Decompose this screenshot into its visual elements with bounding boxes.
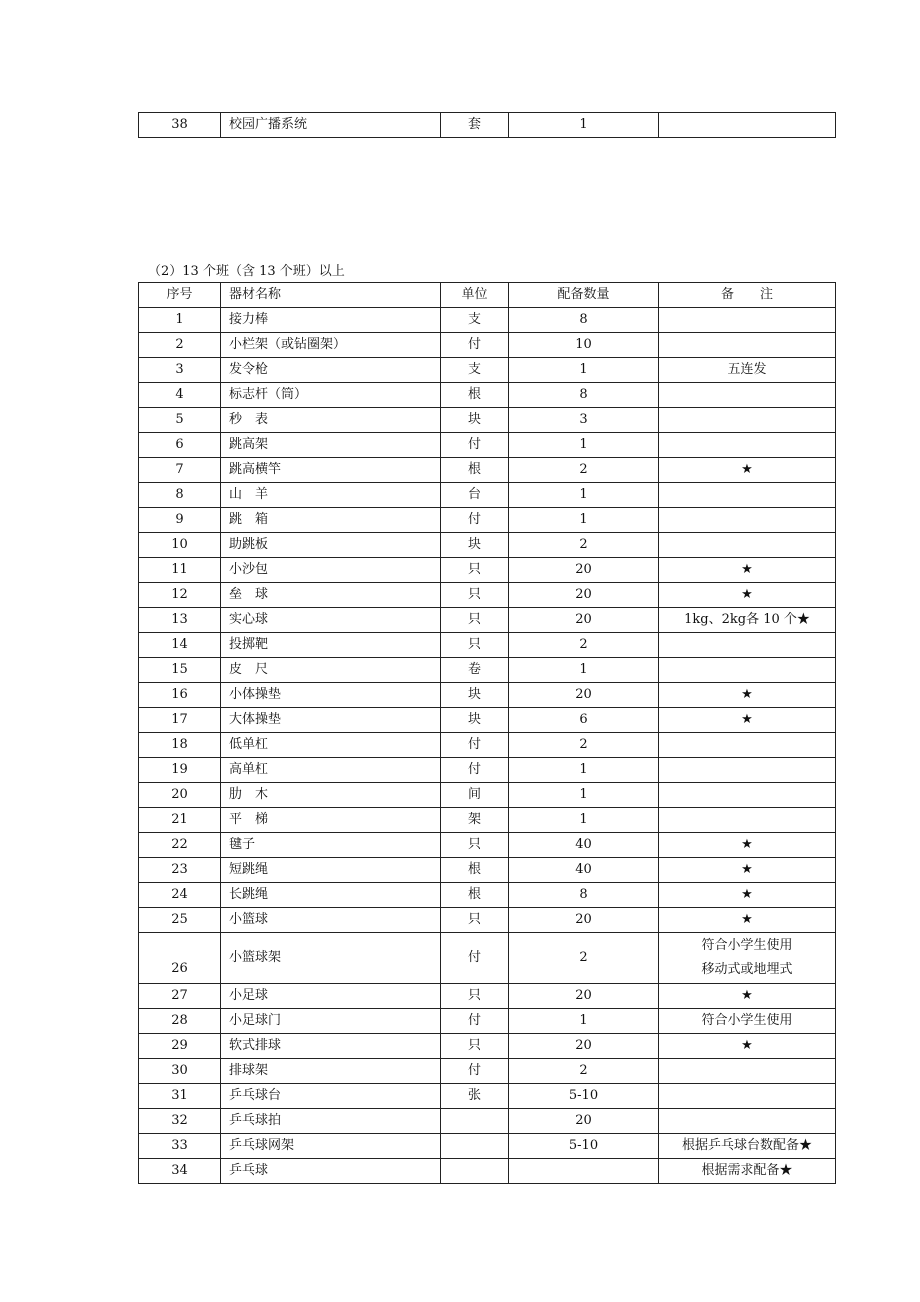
- header-name: 器材名称: [221, 283, 441, 308]
- table-row: [139, 1084, 836, 1109]
- cell-name: 跳 箱: [221, 508, 441, 533]
- cell-name: 校园广播系统: [221, 113, 441, 138]
- note-line-2: 移动式或地埋式: [701, 962, 793, 977]
- table-header-row: [139, 283, 836, 308]
- cell-name: 标志杆（筒）: [221, 383, 441, 408]
- cell-unit: 根: [441, 458, 509, 483]
- table-row: [139, 358, 836, 383]
- cell-name: 短跳绳: [221, 858, 441, 883]
- cell-unit: [441, 1109, 509, 1134]
- header-note: 备 注: [659, 283, 836, 308]
- cell-unit: 根: [441, 858, 509, 883]
- cell-unit: 付: [441, 333, 509, 358]
- cell-note: [659, 658, 836, 683]
- cell-note: [659, 508, 836, 533]
- cell-name: 排球架: [221, 1059, 441, 1084]
- cell-unit: 台: [441, 483, 509, 508]
- cell-name: 大体操垫: [221, 708, 441, 733]
- cell-unit: 只: [441, 633, 509, 658]
- cell-name: 接力棒: [221, 308, 441, 333]
- table-row: [139, 558, 836, 583]
- cell-qty: 1: [509, 783, 659, 808]
- cell-unit: 块: [441, 683, 509, 708]
- cell-qty: 40: [509, 858, 659, 883]
- cell-unit: 根: [441, 383, 509, 408]
- cell-no: 15: [139, 658, 221, 683]
- table-row: [139, 1009, 836, 1034]
- cell-no: 2: [139, 333, 221, 358]
- cell-qty: 20: [509, 984, 659, 1009]
- cell-no: 25: [139, 908, 221, 933]
- cell-no: 16: [139, 683, 221, 708]
- cell-unit: 支: [441, 308, 509, 333]
- cell-note: [659, 113, 836, 138]
- cell-note: [659, 483, 836, 508]
- header-no: 序号: [139, 283, 221, 308]
- cell-no: 5: [139, 408, 221, 433]
- cell-name: 小足球: [221, 984, 441, 1009]
- cell-unit: 付: [441, 1009, 509, 1034]
- cell-qty: 2: [509, 733, 659, 758]
- cell-note: [659, 808, 836, 833]
- table-row: [139, 783, 836, 808]
- table-row: [139, 608, 836, 633]
- cell-qty: 1: [509, 758, 659, 783]
- cell-qty: 20: [509, 558, 659, 583]
- cell-note: 符合小学生使用: [659, 1009, 836, 1034]
- cell-note: [659, 433, 836, 458]
- cell-qty: 3: [509, 408, 659, 433]
- cell-no: 14: [139, 633, 221, 658]
- cell-note: 五连发: [659, 358, 836, 383]
- cell-qty: 20: [509, 583, 659, 608]
- table-row: [139, 583, 836, 608]
- cell-note: [659, 308, 836, 333]
- table-row: [139, 758, 836, 783]
- cell-note: [659, 933, 836, 984]
- cell-qty: 2: [509, 458, 659, 483]
- cell-name: 实心球: [221, 608, 441, 633]
- cell-name: 毽子: [221, 833, 441, 858]
- cell-unit: 块: [441, 408, 509, 433]
- cell-name: 投掷靶: [221, 633, 441, 658]
- cell-qty: 8: [509, 308, 659, 333]
- cell-qty: 2: [509, 1059, 659, 1084]
- cell-unit: 只: [441, 558, 509, 583]
- cell-note: ★: [659, 683, 836, 708]
- cell-no: 7: [139, 458, 221, 483]
- cell-note: ★: [659, 908, 836, 933]
- cell-unit: 付: [441, 758, 509, 783]
- table-row: [139, 383, 836, 408]
- table-row: [139, 908, 836, 933]
- cell-no: 32: [139, 1109, 221, 1134]
- cell-unit: 根: [441, 883, 509, 908]
- cell-no: 12: [139, 583, 221, 608]
- cell-no: 9: [139, 508, 221, 533]
- equipment-table-continued: [138, 112, 836, 138]
- table-row: [139, 308, 836, 333]
- cell-qty: 40: [509, 833, 659, 858]
- table-row: [139, 833, 836, 858]
- cell-note: [659, 1059, 836, 1084]
- cell-name: 跳高横竿: [221, 458, 441, 483]
- table-row: [139, 1134, 836, 1159]
- cell-qty: [509, 1159, 659, 1184]
- table-row: [139, 408, 836, 433]
- cell-note: ★: [659, 833, 836, 858]
- equipment-table: [138, 282, 836, 1184]
- cell-name: 乒乓球台: [221, 1084, 441, 1109]
- cell-unit: 块: [441, 533, 509, 558]
- cell-unit: 付: [441, 433, 509, 458]
- cell-no: 31: [139, 1084, 221, 1109]
- cell-no: 30: [139, 1059, 221, 1084]
- cell-qty: 1: [509, 483, 659, 508]
- cell-note: [659, 383, 836, 408]
- cell-no: 24: [139, 883, 221, 908]
- cell-name: 助跳板: [221, 533, 441, 558]
- cell-note: ★: [659, 984, 836, 1009]
- cell-qty: 8: [509, 883, 659, 908]
- cell-name: 皮 尺: [221, 658, 441, 683]
- cell-qty: 8: [509, 383, 659, 408]
- cell-name: 山 羊: [221, 483, 441, 508]
- cell-qty: 10: [509, 333, 659, 358]
- table-row: [139, 533, 836, 558]
- cell-no: 28: [139, 1009, 221, 1034]
- table-row: [139, 683, 836, 708]
- table-row: [139, 933, 836, 984]
- cell-no: 23: [139, 858, 221, 883]
- cell-no: 1: [139, 308, 221, 333]
- cell-name: 小沙包: [221, 558, 441, 583]
- cell-name: 肋 木: [221, 783, 441, 808]
- cell-unit: 卷: [441, 658, 509, 683]
- cell-unit: 块: [441, 708, 509, 733]
- table-row: [139, 1059, 836, 1084]
- table-row: [139, 333, 836, 358]
- cell-qty: 5-10: [509, 1134, 659, 1159]
- cell-qty: 1: [509, 658, 659, 683]
- cell-name: 乒乓球: [221, 1159, 441, 1184]
- cell-note: ★: [659, 458, 836, 483]
- cell-qty: 1: [509, 433, 659, 458]
- cell-qty: 1: [509, 113, 659, 138]
- table-row: [139, 658, 836, 683]
- cell-unit: 支: [441, 358, 509, 383]
- cell-note: ★: [659, 708, 836, 733]
- cell-qty: 20: [509, 1109, 659, 1134]
- cell-note: ★: [659, 883, 836, 908]
- cell-no: 6: [139, 433, 221, 458]
- cell-note: [659, 758, 836, 783]
- table-row: [139, 458, 836, 483]
- table-row: [139, 1034, 836, 1059]
- cell-unit: 只: [441, 984, 509, 1009]
- cell-note: [659, 1084, 836, 1109]
- cell-unit: 间: [441, 783, 509, 808]
- table-row: [139, 984, 836, 1009]
- cell-name: 小篮球: [221, 908, 441, 933]
- cell-no: 29: [139, 1034, 221, 1059]
- cell-note: [659, 533, 836, 558]
- table-row: [139, 883, 836, 908]
- cell-name: 小足球门: [221, 1009, 441, 1034]
- cell-unit: 只: [441, 833, 509, 858]
- cell-unit: 套: [441, 113, 509, 138]
- cell-unit: 付: [441, 508, 509, 533]
- cell-note: [659, 633, 836, 658]
- cell-no: 8: [139, 483, 221, 508]
- table-row: [139, 1159, 836, 1184]
- cell-name: 软式排球: [221, 1034, 441, 1059]
- cell-qty: 5-10: [509, 1084, 659, 1109]
- cell-unit: 张: [441, 1084, 509, 1109]
- table-row: [139, 708, 836, 733]
- cell-no: 26: [139, 933, 221, 984]
- cell-no: 33: [139, 1134, 221, 1159]
- cell-name: 乒乓球拍: [221, 1109, 441, 1134]
- cell-name: 小篮球架: [221, 933, 441, 984]
- cell-note: ★: [659, 583, 836, 608]
- cell-name: 小体操垫: [221, 683, 441, 708]
- cell-no: 19: [139, 758, 221, 783]
- cell-name: 平 梯: [221, 808, 441, 833]
- cell-qty: 1: [509, 358, 659, 383]
- cell-name: 小栏架（或钻圈架）: [221, 333, 441, 358]
- cell-name: 长跳绳: [221, 883, 441, 908]
- cell-qty: 1: [509, 808, 659, 833]
- cell-note: [659, 1109, 836, 1134]
- cell-note: ★: [659, 1034, 836, 1059]
- table-row: [139, 483, 836, 508]
- cell-qty: 20: [509, 1034, 659, 1059]
- cell-unit: 架: [441, 808, 509, 833]
- note-line-1: 符合小学生使用: [701, 938, 793, 953]
- cell-note: [659, 733, 836, 758]
- cell-qty: 20: [509, 908, 659, 933]
- cell-note: 根据需求配备★: [659, 1159, 836, 1184]
- cell-qty: 20: [509, 608, 659, 633]
- cell-qty: 20: [509, 683, 659, 708]
- table-row: [139, 858, 836, 883]
- table-row: [139, 1109, 836, 1134]
- cell-unit: [441, 1134, 509, 1159]
- cell-no: 4: [139, 383, 221, 408]
- cell-unit: [441, 1159, 509, 1184]
- table-row: [139, 633, 836, 658]
- cell-note: [659, 408, 836, 433]
- cell-unit: 只: [441, 908, 509, 933]
- cell-note: [659, 333, 836, 358]
- cell-note: 根据乒乓球台数配备★: [659, 1134, 836, 1159]
- cell-qty: 6: [509, 708, 659, 733]
- cell-no: 22: [139, 833, 221, 858]
- cell-unit: 付: [441, 933, 509, 984]
- cell-note: ★: [659, 558, 836, 583]
- table-row: [139, 508, 836, 533]
- cell-name: 垒 球: [221, 583, 441, 608]
- table-row: [139, 433, 836, 458]
- cell-name: 秒 表: [221, 408, 441, 433]
- cell-name: 发令枪: [221, 358, 441, 383]
- cell-no: 11: [139, 558, 221, 583]
- cell-qty: 1: [509, 508, 659, 533]
- cell-no: 18: [139, 733, 221, 758]
- cell-no: 10: [139, 533, 221, 558]
- cell-no: 13: [139, 608, 221, 633]
- cell-name: 跳高架: [221, 433, 441, 458]
- cell-unit: 只: [441, 583, 509, 608]
- cell-qty: 2: [509, 933, 659, 984]
- cell-unit: 只: [441, 1034, 509, 1059]
- cell-no: 38: [139, 113, 221, 138]
- cell-qty: 1: [509, 1009, 659, 1034]
- table-row: [139, 808, 836, 833]
- cell-unit: 只: [441, 608, 509, 633]
- cell-note: [659, 783, 836, 808]
- cell-no: 27: [139, 984, 221, 1009]
- cell-unit: 付: [441, 1059, 509, 1084]
- cell-no: 17: [139, 708, 221, 733]
- cell-no: 34: [139, 1159, 221, 1184]
- cell-note: 1kg、2kg各 10 个★: [659, 608, 836, 633]
- header-qty: 配备数量: [509, 283, 659, 308]
- cell-name: 乒乓球网架: [221, 1134, 441, 1159]
- table-row: [139, 733, 836, 758]
- cell-no: 3: [139, 358, 221, 383]
- cell-qty: 2: [509, 533, 659, 558]
- section-title: （2）13 个班（含 13 个班）以上: [148, 264, 345, 279]
- cell-note: ★: [659, 858, 836, 883]
- header-unit: 单位: [441, 283, 509, 308]
- table-row: [139, 113, 836, 138]
- cell-name: 低单杠: [221, 733, 441, 758]
- cell-no: 21: [139, 808, 221, 833]
- cell-no: 20: [139, 783, 221, 808]
- cell-qty: 2: [509, 633, 659, 658]
- cell-unit: 付: [441, 733, 509, 758]
- cell-name: 高单杠: [221, 758, 441, 783]
